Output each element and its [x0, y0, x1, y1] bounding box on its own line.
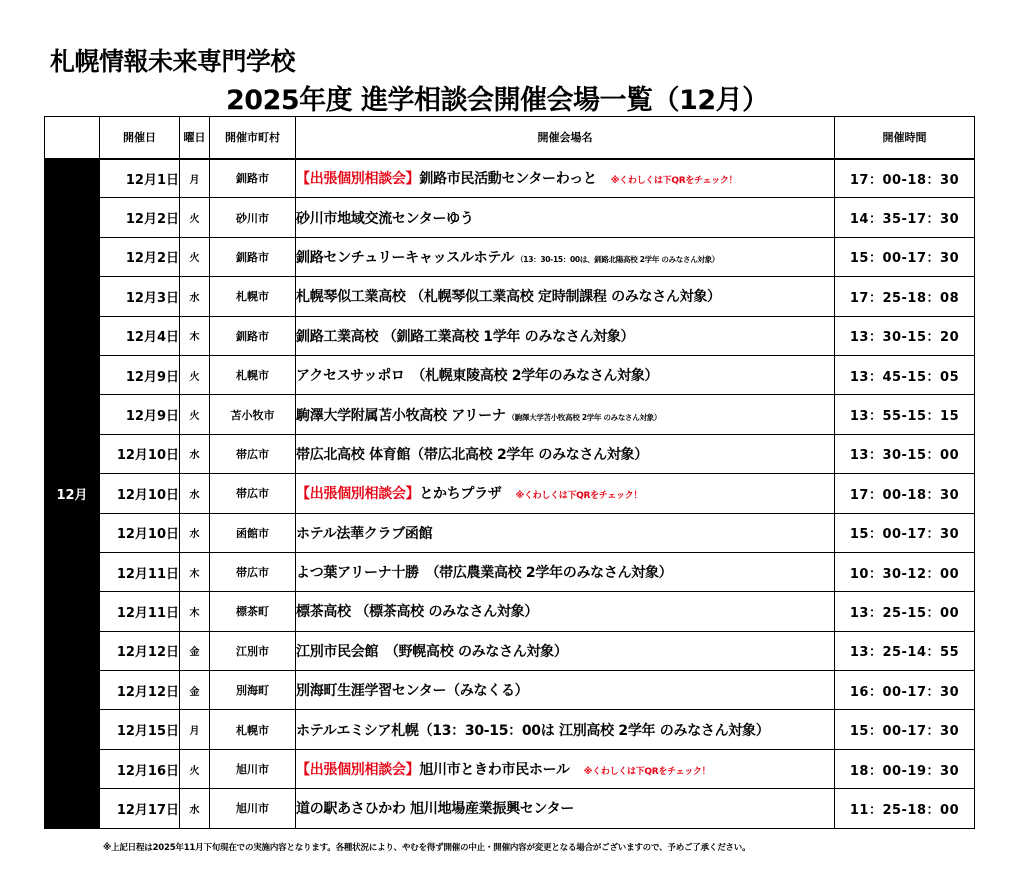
venue-name: アクセスサッポロ （札幌東陵高校 2学年のみなさん対象）	[296, 368, 659, 385]
header-time: 開催時間	[835, 117, 975, 159]
city-cell: 函館市	[210, 513, 296, 552]
city-cell: 苫小牧市	[210, 395, 296, 434]
venue-subnote: （駒澤大学苫小牧高校 2学年 のみなさん対象）	[507, 412, 662, 422]
dow-cell: 金	[180, 671, 210, 710]
header-venue: 開催会場名	[296, 117, 835, 159]
dow-cell: 月	[180, 710, 210, 749]
date-cell: 12月3日	[100, 277, 180, 316]
table-row	[45, 316, 975, 355]
venue-name: 旭川市ときわ市民ホール	[419, 762, 570, 779]
time-cell: 17：00-18：30	[835, 159, 975, 198]
venue-name: 釧路市民活動センターわっと	[419, 171, 597, 188]
date-cell: 12月10日	[100, 474, 180, 513]
qr-note: ※くわしくは下QRをチェック！	[610, 176, 738, 187]
date-cell: 12月2日	[100, 237, 180, 276]
time-cell: 15：00-17：30	[835, 513, 975, 552]
venue-name: 帯広北高校 体育館（帯広北高校 2学年 のみなさん対象）	[296, 446, 648, 463]
table-row	[45, 671, 975, 710]
table-row	[45, 789, 975, 828]
venue-subnote: （13：30-15：00は、釧路北陽高校 2学年 のみなさん対象）	[516, 254, 719, 264]
venue-cell	[296, 159, 835, 198]
date-cell: 12月11日	[100, 552, 180, 591]
header-row	[45, 117, 975, 159]
dow-cell: 木	[180, 592, 210, 631]
city-cell: 旭川市	[210, 749, 296, 788]
date-cell: 12月10日	[100, 513, 180, 552]
time-cell: 13：55-15：15	[835, 395, 975, 434]
date-cell: 12月12日	[100, 671, 180, 710]
dow-cell: 火	[180, 198, 210, 237]
table-row	[45, 552, 975, 591]
school-name: 札幌情報未来専門学校	[50, 47, 296, 76]
city-cell: 帯広市	[210, 552, 296, 591]
city-cell: 帯広市	[210, 474, 296, 513]
dow-cell: 水	[180, 513, 210, 552]
date-cell: 12月15日	[100, 710, 180, 749]
schedule-table	[44, 116, 975, 829]
venue-cell	[296, 513, 835, 552]
city-cell: 帯広市	[210, 434, 296, 473]
city-cell: 釧路市	[210, 237, 296, 276]
time-cell: 14：35-17：30	[835, 198, 975, 237]
footer-note: ※上記日程は2025年11月下旬現在での実施内容となります。各種状況により、やむを得ず開催の中止・開催内容が変更となる場合がございますので、予めご了承ください。	[103, 843, 751, 853]
table-row	[45, 513, 975, 552]
venue-name: 別海町生涯学習センター（みなくる）	[296, 683, 529, 700]
venue-cell	[296, 355, 835, 394]
table-row	[45, 198, 975, 237]
date-cell: 12月1日	[100, 159, 180, 198]
time-cell: 13：30-15：20	[835, 316, 975, 355]
time-cell: 13：25-15：00	[835, 592, 975, 631]
venue-cell	[296, 671, 835, 710]
header-month	[45, 117, 100, 159]
date-cell: 12月4日	[100, 316, 180, 355]
venue-name: よつ葉アリーナ十勝 （帯広農業高校 2学年のみなさん対象）	[296, 565, 673, 582]
venue-name: 江別市民会館 （野幌高校 のみなさん対象）	[296, 643, 568, 660]
venue-cell	[296, 710, 835, 749]
venue-name: 釧路工業高校 （釧路工業高校 1学年 のみなさん対象）	[296, 328, 635, 345]
dow-cell: 火	[180, 355, 210, 394]
table-row	[45, 395, 975, 434]
time-cell: 15：00-17：30	[835, 710, 975, 749]
time-cell: 11：25-18：00	[835, 789, 975, 828]
table-row	[45, 237, 975, 276]
date-cell: 12月9日	[100, 395, 180, 434]
time-cell: 13：45-15：05	[835, 355, 975, 394]
header-date: 開催日	[100, 117, 180, 159]
time-cell: 17：00-18：30	[835, 474, 975, 513]
date-cell: 12月2日	[100, 198, 180, 237]
date-cell: 12月10日	[100, 434, 180, 473]
city-cell: 砂川市	[210, 198, 296, 237]
city-cell: 札幌市	[210, 355, 296, 394]
venue-cell	[296, 552, 835, 591]
time-cell: 17：25-18：08	[835, 277, 975, 316]
city-cell: 江別市	[210, 631, 296, 670]
venue-cell	[296, 198, 835, 237]
venue-cell	[296, 592, 835, 631]
time-cell: 13：25-14：55	[835, 631, 975, 670]
date-cell: 12月16日	[100, 749, 180, 788]
venue-name: 駒澤大学附属苫小牧高校 アリーナ	[296, 407, 506, 424]
dow-cell: 月	[180, 159, 210, 198]
city-cell: 釧路市	[210, 316, 296, 355]
table-row	[45, 749, 975, 788]
date-cell: 12月11日	[100, 592, 180, 631]
venue-cell	[296, 277, 835, 316]
table-row	[45, 434, 975, 473]
venue-cell	[296, 474, 835, 513]
consultation-tag: 【出張個別相談会】	[296, 762, 420, 779]
table-row	[45, 277, 975, 316]
city-cell: 別海町	[210, 671, 296, 710]
dow-cell: 水	[180, 474, 210, 513]
venue-name: 釧路センチュリーキャッスルホテル	[296, 249, 515, 266]
consultation-tag: 【出張個別相談会】	[296, 171, 420, 188]
city-cell: 札幌市	[210, 710, 296, 749]
venue-cell	[296, 237, 835, 276]
city-cell: 釧路市	[210, 159, 296, 198]
dow-cell: 木	[180, 552, 210, 591]
qr-note: ※くわしくは下QRをチェック！	[515, 491, 643, 502]
venue-name: とかちプラザ	[419, 486, 502, 503]
date-cell: 12月17日	[100, 789, 180, 828]
city-cell: 旭川市	[210, 789, 296, 828]
time-cell: 10：30-12：00	[835, 552, 975, 591]
venue-name: 砂川市地域交流センターゆう	[296, 210, 474, 227]
table-row	[45, 631, 975, 670]
venue-name: ホテル法華クラブ函館	[296, 525, 433, 542]
venue-cell	[296, 789, 835, 828]
venue-cell	[296, 395, 835, 434]
time-cell: 13：30-15：00	[835, 434, 975, 473]
header-dow: 曜日	[180, 117, 210, 159]
header-city: 開催市町村	[210, 117, 296, 159]
dow-cell: 水	[180, 277, 210, 316]
page-title: 2025年度 進学相談会開催会場一覧（12月）	[226, 85, 769, 116]
date-cell: 12月12日	[100, 631, 180, 670]
venue-name: ホテルエミシア札幌（13：30-15：00は 江別高校 2学年 のみなさん対象）	[296, 722, 770, 739]
consultation-tag: 【出張個別相談会】	[296, 486, 420, 503]
dow-cell: 火	[180, 749, 210, 788]
date-cell: 12月9日	[100, 355, 180, 394]
table-row	[45, 474, 975, 513]
dow-cell: 木	[180, 316, 210, 355]
table-row	[45, 710, 975, 749]
dow-cell: 水	[180, 789, 210, 828]
venue-cell	[296, 434, 835, 473]
month-label: 12月	[45, 159, 100, 829]
time-cell: 15：00-17：30	[835, 237, 975, 276]
time-cell: 16：00-17：30	[835, 671, 975, 710]
city-cell: 札幌市	[210, 277, 296, 316]
venue-name: 札幌琴似工業高校 （札幌琴似工業高校 定時制課程 のみなさん対象）	[296, 289, 721, 306]
venue-cell	[296, 631, 835, 670]
table-row	[45, 592, 975, 631]
table-row	[45, 159, 975, 198]
time-cell: 18：00-19：30	[835, 749, 975, 788]
dow-cell: 水	[180, 434, 210, 473]
dow-cell: 金	[180, 631, 210, 670]
city-cell: 標茶町	[210, 592, 296, 631]
venue-name: 道の駅あさひかわ 旭川地場産業振興センター	[296, 801, 575, 818]
dow-cell: 火	[180, 237, 210, 276]
venue-cell	[296, 749, 835, 788]
table-row	[45, 355, 975, 394]
dow-cell: 火	[180, 395, 210, 434]
venue-name: 標茶高校 （標茶高校 のみなさん対象）	[296, 604, 539, 621]
qr-note: ※くわしくは下QRをチェック！	[583, 767, 711, 778]
venue-cell	[296, 316, 835, 355]
